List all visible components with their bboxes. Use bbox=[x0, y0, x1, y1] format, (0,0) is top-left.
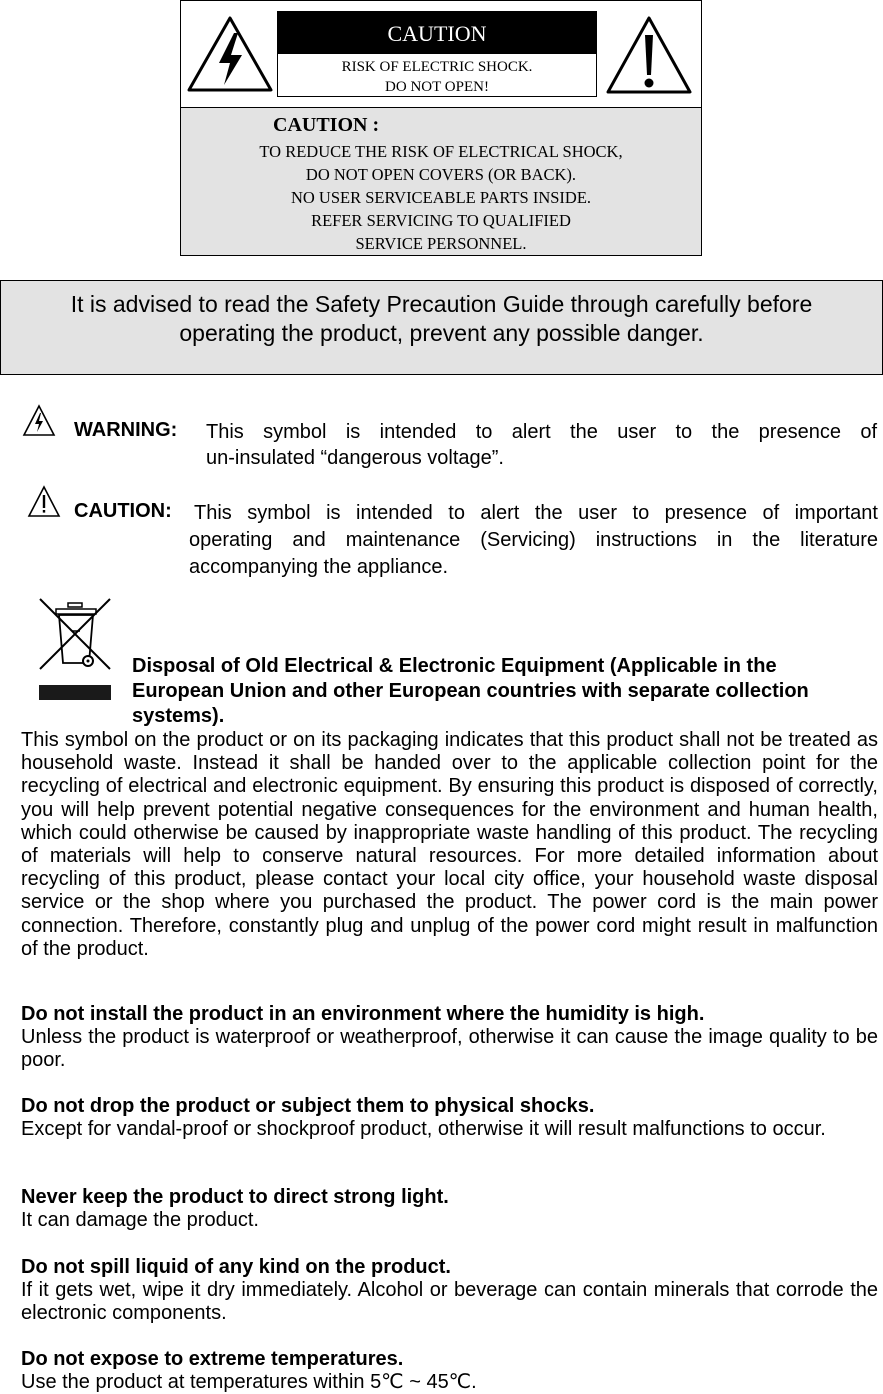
electric-shock-warning-icon bbox=[186, 15, 274, 93]
warning-label: WARNING: bbox=[74, 419, 178, 441]
crossed-out-wheelie-bin-icon bbox=[38, 597, 112, 702]
precaution-text: Except for vandal-proof or shockproof product, otherwise it will result malfunctions to occur. bbox=[21, 1118, 826, 1141]
disposal-body: This symbol on the product or on its packaging indicates that this product shall not be treated as household waste. Instead it shall be handed over to the applicable collection point for the recycling of electrical and electronic equipment. By ensuring this product is disposed of correctly, you will help prevent potential negative consequences for the environment and human health, which could otherwise be caused by inappropriate waste handling of this product. The recycling of materials will help to conserve natural resources. For more detailed information about recycling of this product, please contact your local city office, your household waste disposal service or the shop where you purchased the product. The power cord is the main power connection. Therefore, constantly plug and unplug of the power cord might result in malfunction of the product. bbox=[21, 729, 878, 960]
caution-title: CAUTION : bbox=[273, 114, 380, 136]
caution-box bbox=[180, 0, 702, 256]
caution-text-line1: This symbol is intended to alert the user to presence of important bbox=[194, 502, 878, 524]
precaution-text: It can damage the product. bbox=[21, 1209, 259, 1232]
caution-line: SERVICE PERSONNEL. bbox=[355, 234, 527, 253]
precaution-light bbox=[21, 1186, 878, 1232]
caution-line: DO NOT OPEN COVERS (OR BACK). bbox=[305, 165, 577, 184]
precaution-heading: Do not install the product in an environment where the humidity is high. bbox=[21, 1003, 705, 1025]
caution-lines bbox=[181, 140, 701, 255]
caution-line: NO USER SERVICEABLE PARTS INSIDE. bbox=[290, 188, 592, 207]
exclamation-warning-icon bbox=[605, 15, 693, 95]
precaution-heading: Do not expose to extreme temperatures. bbox=[21, 1348, 404, 1370]
precaution-humidity bbox=[21, 1003, 878, 1073]
precaution-heading: Never keep the product to direct strong light. bbox=[21, 1186, 449, 1208]
caution-text-line2: operating and maintenance (Servicing) instructions in the literature bbox=[189, 529, 878, 551]
precaution-shocks bbox=[21, 1095, 878, 1141]
caution-instructions-panel bbox=[181, 108, 701, 255]
disposal-heading: Disposal of Old Electrical & Electronic Equipment (Applicable in the European Union and other European countries with separate collection systems). bbox=[132, 655, 809, 727]
caution-line: REFER SERVICING TO QUALIFIED bbox=[311, 211, 571, 230]
caution-badge-line2: DO NOT OPEN! bbox=[385, 79, 489, 95]
precaution-text: Use the product at temperatures within 5℃ ~ 45℃. bbox=[21, 1371, 477, 1394]
advisory-line2: operating the product, prevent any possible danger. bbox=[179, 320, 704, 346]
advisory-box bbox=[0, 280, 883, 375]
precaution-liquid bbox=[21, 1256, 878, 1326]
warning-text-line2: un-insulated “dangerous voltage”. bbox=[206, 447, 504, 469]
caution-line: TO REDUCE THE RISK OF ELECTRICAL SHOCK, bbox=[259, 142, 623, 161]
caution-badge-line1: RISK OF ELECTRIC SHOCK. bbox=[341, 59, 533, 75]
caution-badge: CAUTION bbox=[278, 12, 596, 54]
advisory-line1: It is advised to read the Safety Precaution Guide through carefully before bbox=[70, 291, 813, 317]
caution-top-panel bbox=[181, 1, 701, 108]
warning-text-line1: This symbol is intended to alert the user to the presence of bbox=[206, 421, 877, 443]
caution-label-text: CAUTION: bbox=[74, 500, 172, 522]
warning-triangle-icon bbox=[22, 404, 56, 438]
caution-triangle-icon bbox=[27, 485, 61, 519]
precaution-heading: Do not spill liquid of any kind on the product. bbox=[21, 1256, 451, 1278]
precaution-heading: Do not drop the product or subject them to physical shocks. bbox=[21, 1095, 595, 1117]
precaution-text: If it gets wet, wipe it dry immediately. Alcohol or beverage can contain minerals that corrode the electronic components. bbox=[21, 1279, 878, 1325]
caution-label bbox=[277, 11, 597, 97]
precaution-temperature bbox=[21, 1348, 878, 1394]
precaution-text: Unless the product is waterproof or weatherproof, otherwise it can cause the image quality to be poor. bbox=[21, 1026, 878, 1072]
caution-text-line3: accompanying the appliance. bbox=[189, 556, 449, 578]
